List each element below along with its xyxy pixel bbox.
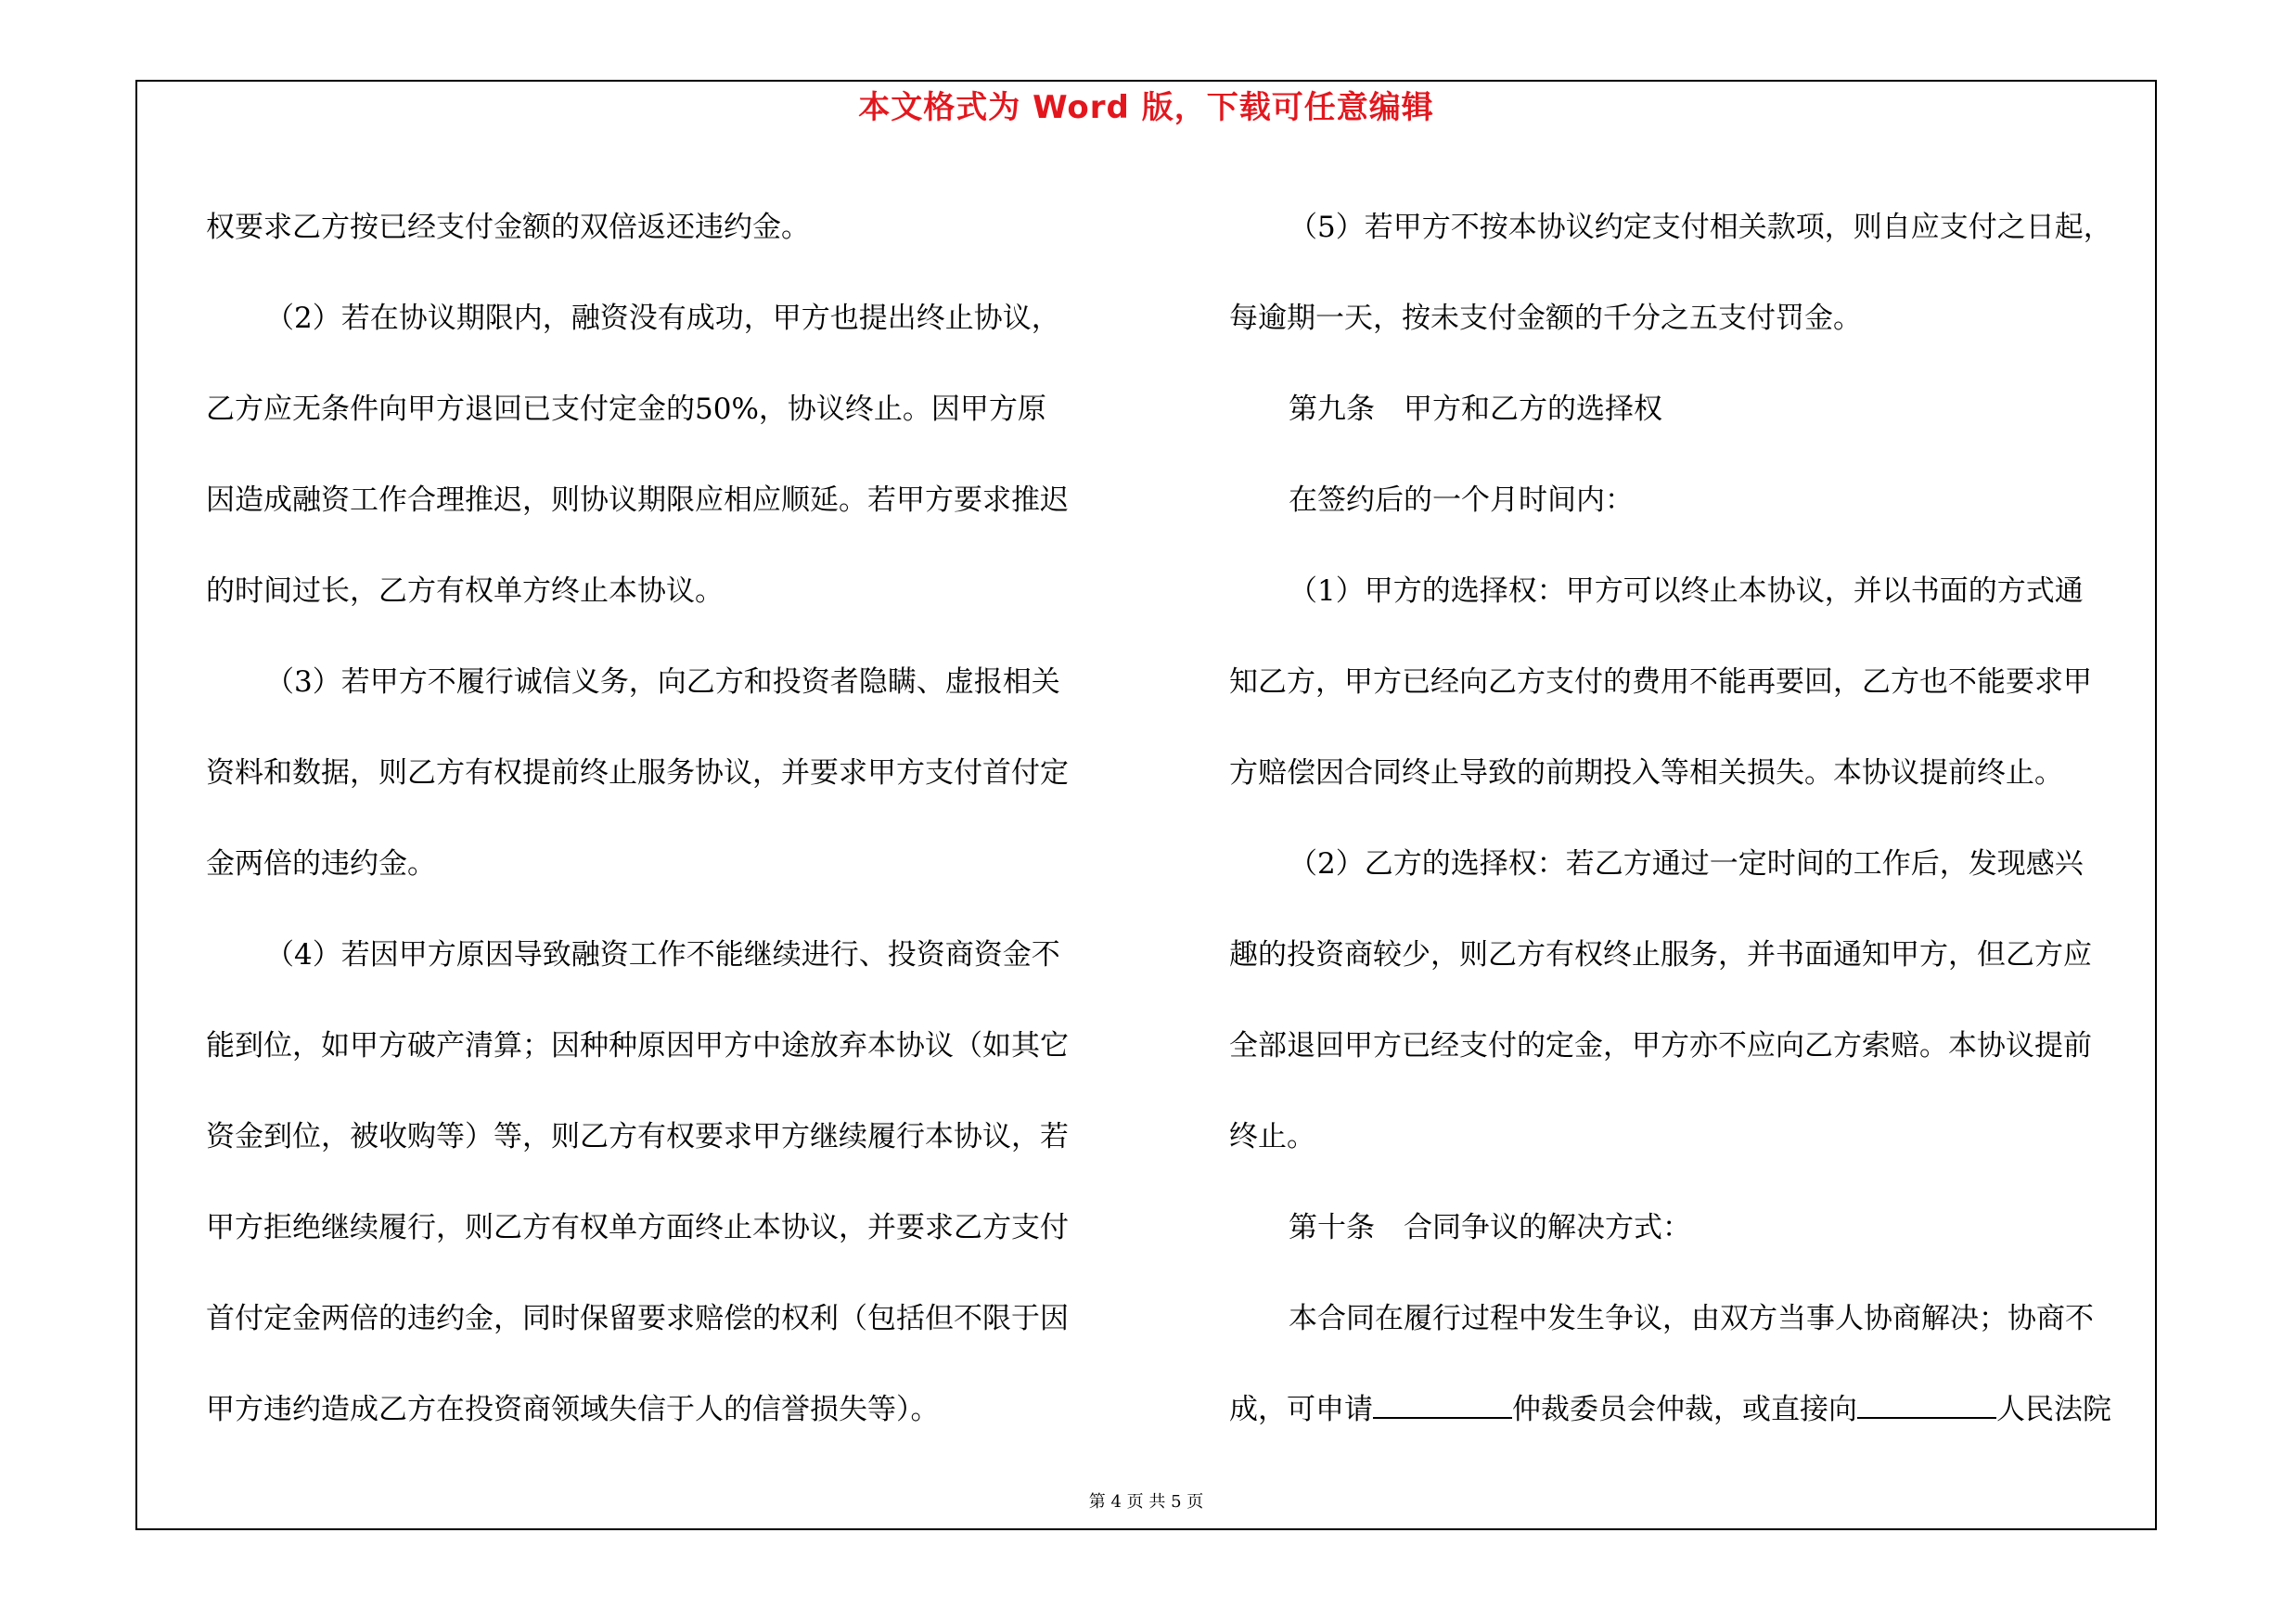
fill-in-blank: [1857, 1387, 1996, 1419]
text-line: 金两倍的违约金。: [206, 847, 436, 881]
text-line: 首付定金两倍的违约金，同时保留要求赔偿的权利（包括但不限于因: [206, 1302, 1069, 1335]
text-line: 资料和数据，则乙方有权提前终止服务协议，并要求甲方支付首付定: [206, 756, 1069, 790]
text-line: 乙方应无条件向甲方退回已支付定金的50%，协议终止。因甲方原: [206, 393, 1046, 426]
text-line-with-blanks: [1229, 1364, 2157, 1455]
text-line: 全部退回甲方已经支付的定金，甲方亦不应向乙方索赔。本协议提前: [1229, 1029, 2092, 1063]
page-number-footer: 第 4 页 共 5 页: [1088, 1492, 1204, 1512]
text-line: 在签约后的一个月时间内：: [1289, 483, 1634, 517]
text-line: （5）若甲方不按本协议约定支付相关款项，则自应支付之日起，: [1289, 211, 2112, 244]
text-fragment: 仲裁委员会仲裁，或直接向: [1512, 1393, 1857, 1426]
text-line: 每逾期一天，按未支付金额的千分之五支付罚金。: [1229, 302, 1862, 335]
text-line: （3）若甲方不履行诚信义务，向乙方和投资者隐瞒、虚报相关: [265, 665, 1060, 699]
text-line: 甲方违约造成乙方在投资商领域失信于人的信誉损失等）。: [206, 1393, 940, 1426]
article-heading: 第十条 合同争议的解决方式：: [1289, 1211, 1691, 1244]
left-text-column: [206, 182, 1124, 1455]
text-fragment: 成，可申请: [1229, 1393, 1373, 1426]
text-line: （2）乙方的选择权：若乙方通过一定时间的工作后，发现感兴: [1289, 847, 2084, 881]
text-line: （2）若在协议期限内，融资没有成功，甲方也提出终止协议，: [265, 302, 1060, 335]
text-line: 权要求乙方按已经支付金额的双倍返还违约金。: [206, 211, 810, 244]
text-line: 终止。: [1229, 1120, 1315, 1153]
text-fragment: 人民法院: [1996, 1393, 2111, 1426]
text-line: （1）甲方的选择权：甲方可以终止本协议，并以书面的方式通: [1289, 574, 2084, 608]
article-heading: 第九条 甲方和乙方的选择权: [1289, 393, 1662, 426]
text-line: 甲方拒绝继续履行，则乙方有权单方面终止本协议，并要求乙方支付: [206, 1211, 1069, 1244]
text-line: 能到位，如甲方破产清算；因种种原因甲方中途放弃本协议（如其它: [206, 1029, 1069, 1063]
fill-in-blank: [1373, 1387, 1512, 1419]
text-line: 方赔偿因合同终止导致的前期投入等相关损失。本协议提前终止。: [1229, 756, 2063, 790]
right-text-column: [1229, 182, 2157, 1455]
word-format-banner: 本文格式为 Word 版，下载可任意编辑: [858, 89, 1434, 126]
text-line: 因造成融资工作合理推迟，则协议期限应相应顺延。若甲方要求推迟: [206, 483, 1069, 517]
text-line: 的时间过长，乙方有权单方终止本协议。: [206, 574, 724, 608]
text-line: 趣的投资商较少，则乙方有权终止服务，并书面通知甲方，但乙方应: [1229, 938, 2092, 972]
text-line: 本合同在履行过程中发生争议，由双方当事人协商解决；协商不: [1289, 1302, 2094, 1335]
text-line: （4）若因甲方原因导致融资工作不能继续进行、投资商资金不: [265, 938, 1060, 972]
text-line: 资金到位，被收购等）等，则乙方有权要求甲方继续履行本协议，若: [206, 1120, 1069, 1153]
text-line: 知乙方，甲方已经向乙方支付的费用不能再要回，乙方也不能要求甲: [1229, 665, 2092, 699]
